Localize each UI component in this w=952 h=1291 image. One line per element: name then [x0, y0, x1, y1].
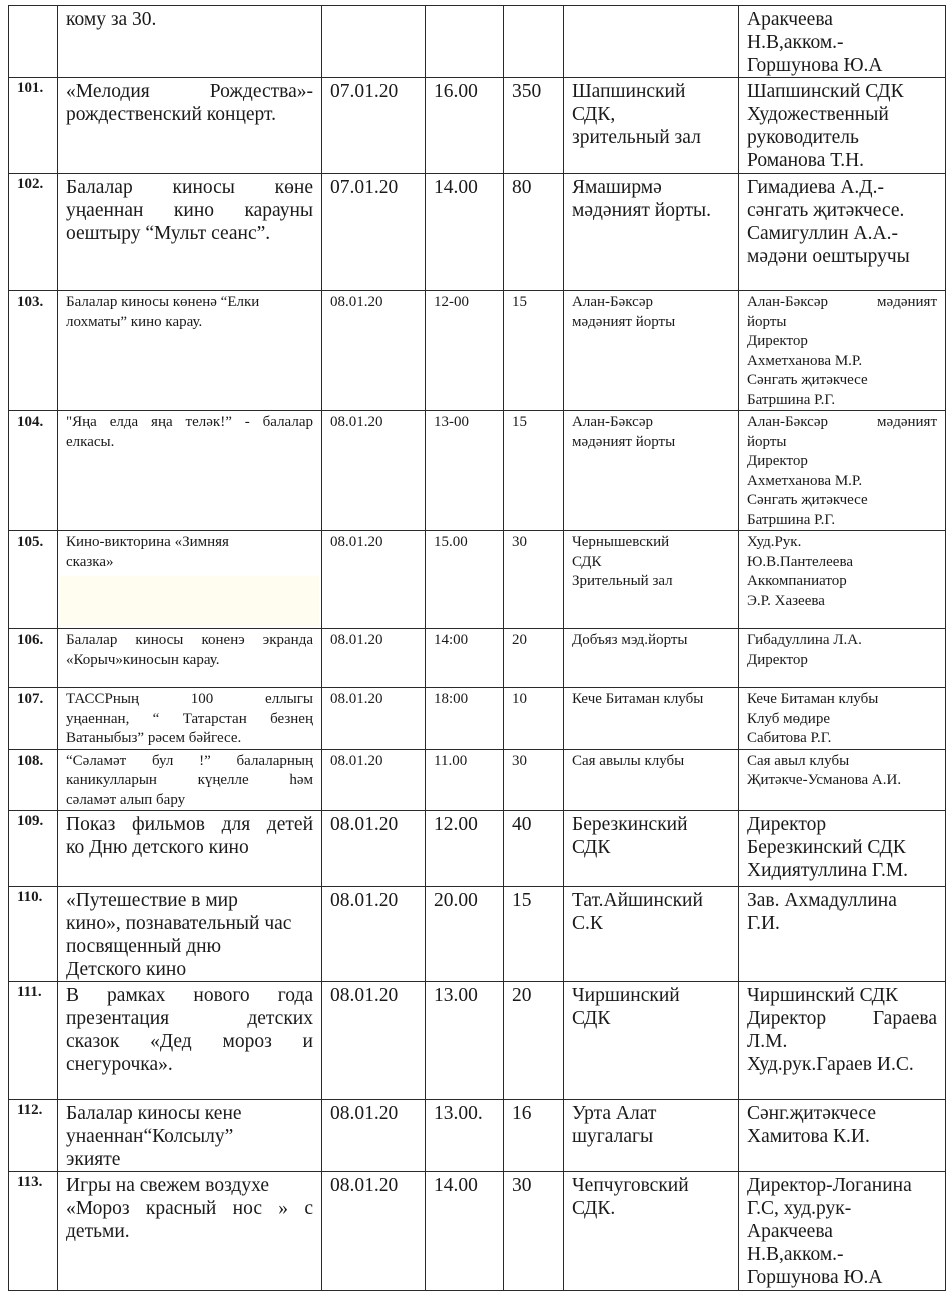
event-time-cell [426, 688, 504, 750]
attendees-count: 16 [512, 1103, 532, 1124]
responsible-cell [739, 531, 946, 629]
attendees-count: 15 [512, 414, 527, 430]
event-title-line: уңаеннан, “ Татарстан безнең [66, 710, 313, 727]
row-number-cell [9, 1172, 58, 1291]
cell-highlight [60, 576, 319, 626]
responsible-line: Алан-Бәксәр мәдәният [747, 294, 937, 310]
responsible-line: Аракчеева [747, 9, 833, 30]
event-time: 13-00 [434, 414, 469, 430]
venue-cell [564, 531, 739, 629]
venue-line: Чиршинский [572, 985, 680, 1006]
row-number: 110. [17, 889, 43, 905]
attendees-count: 20 [512, 632, 527, 648]
attendees-cell [504, 291, 564, 411]
row-number: 105. [17, 534, 44, 550]
event-time-cell [426, 174, 504, 291]
venue-line: Шапшинский [572, 81, 686, 102]
responsible-line: Сабитова Р.Г. [747, 730, 832, 746]
venue-cell [564, 1172, 739, 1291]
event-title-cell [58, 811, 322, 887]
venue-line: мәдәният йорты. [572, 200, 711, 221]
event-title-line: «Мороз красный нос » с [66, 1198, 313, 1219]
event-title-cell [58, 688, 322, 750]
responsible-line: Березкинский СДК [747, 837, 906, 858]
venue-line: Чепчуговский [572, 1175, 689, 1196]
responsible-line: йорты [747, 433, 787, 450]
event-title [66, 413, 313, 452]
event-title-line: презентация детских [66, 1008, 313, 1029]
event-time-cell [426, 749, 504, 811]
responsible-line: Директор [747, 814, 827, 835]
event-title-line: Детского кино [66, 959, 187, 980]
venue-cell [564, 982, 739, 1100]
event-title-cell [58, 531, 322, 629]
event-title-line: Ватаныбыз” рәсем бәйгесе. [66, 730, 242, 746]
event-title-line: "Яңа елда яңа теләк!” - балалар [66, 414, 313, 430]
venue-line: СДК [572, 1008, 611, 1029]
venue-cell [564, 629, 739, 688]
table-row [9, 749, 946, 811]
venue-line: СДК, [572, 104, 616, 125]
event-title-cell [58, 78, 322, 174]
event-date: 08.01.20 [330, 294, 383, 310]
responsible-cell [739, 982, 946, 1100]
event-date-cell [322, 629, 426, 688]
responsible-line: руководитель [747, 127, 859, 148]
responsible-line: Горшунова Ю.А [747, 55, 883, 76]
responsible-line: Худ.Рук. [747, 534, 802, 550]
event-time-cell [426, 6, 504, 78]
event-title-line: сәламәт алып бару [66, 791, 186, 808]
table-row [9, 629, 946, 688]
event-date-cell [322, 811, 426, 887]
venue-line: СДК [572, 553, 602, 570]
event-time: 14.00 [434, 177, 478, 198]
event-title-line: ко Дню детского кино [66, 837, 249, 858]
event-date: 07.01.20 [330, 81, 399, 102]
venue-line: Тат.Айшинский [572, 890, 703, 911]
responsible-line: Директор [747, 651, 808, 668]
event-title-cell [58, 411, 322, 531]
row-number-cell [9, 174, 58, 291]
event-title-line: «Корыч»киносын карау. [66, 651, 220, 668]
event-title-line: кино», познавательный час [66, 913, 292, 934]
responsible-cell [739, 1100, 946, 1172]
venue-line: Урта Алат [572, 1103, 657, 1124]
event-date: 07.01.20 [330, 177, 399, 198]
row-number-cell [9, 6, 58, 78]
attendees-cell [504, 531, 564, 629]
responsible-cell [739, 1172, 946, 1291]
event-date-cell [322, 1172, 426, 1291]
venue-line: СДК. [572, 1198, 616, 1219]
responsible-line: Романова Т.Н. [747, 150, 865, 171]
responsible-cell [739, 411, 946, 531]
attendees-cell [504, 1172, 564, 1291]
event-date: 08.01.20 [330, 1103, 399, 1124]
responsible-line: Зав. Ахмадуллина [747, 890, 897, 911]
venue-line: Березкинский [572, 814, 688, 835]
row-number: 112. [17, 1102, 43, 1118]
event-time-cell [426, 982, 504, 1100]
event-title-line: Кино-викторина «Зимняя [66, 534, 229, 550]
event-date: 08.01.20 [330, 414, 383, 430]
event-title-line: экияте [66, 1149, 121, 1170]
event-time: 15.00 [434, 534, 468, 550]
event-title-line: снегурочка». [66, 1054, 173, 1075]
table-row [9, 811, 946, 887]
responsible-line: сәнгать җитәкчесе. [747, 200, 905, 221]
event-title [66, 813, 313, 859]
venue-line: Чернышевский [572, 534, 670, 550]
row-number: 102. [17, 176, 44, 192]
attendees-cell [504, 688, 564, 750]
event-time-cell [426, 78, 504, 174]
table-row [9, 688, 946, 750]
responsible-cell [739, 749, 946, 811]
event-time-cell [426, 291, 504, 411]
event-title [66, 1174, 313, 1243]
venue-line: Зрительный зал [572, 573, 673, 589]
responsible-line: Ахметханова М.Р. [747, 352, 863, 369]
attendees-count: 30 [512, 1175, 532, 1196]
row-number: 108. [17, 752, 44, 769]
row-number-cell [9, 531, 58, 629]
event-date: 08.01.20 [330, 534, 383, 550]
responsible-cell [739, 174, 946, 291]
event-title-cell [58, 629, 322, 688]
table-row [9, 411, 946, 531]
event-title-cell [58, 1100, 322, 1172]
event-date: 08.01.20 [330, 752, 383, 769]
event-title [66, 8, 313, 31]
row-number-cell [9, 887, 58, 982]
event-title-cell [58, 982, 322, 1100]
responsible-line: Клуб мөдире [747, 710, 830, 727]
venue-line: Сая авылы клубы [572, 752, 685, 769]
venue-cell [564, 6, 739, 78]
responsible-line: Ахметханова М.Р. [747, 472, 863, 489]
venue-line: зрительный зал [572, 127, 701, 148]
venue-cell [564, 78, 739, 174]
event-date-cell [322, 887, 426, 982]
table-row [9, 6, 946, 78]
event-date: 08.01.20 [330, 985, 399, 1006]
event-title [66, 690, 313, 749]
responsible-cell [739, 78, 946, 174]
event-title-line: унаеннан“Колсылу” [66, 1126, 234, 1147]
responsible-cell [739, 811, 946, 887]
attendees-cell [504, 6, 564, 78]
responsible-line: Хидиятуллина Г.М. [747, 860, 909, 881]
responsible-line: Аккомпаниатор [747, 573, 847, 589]
responsible-line: йорты [747, 313, 787, 330]
event-title-line: Балалар киносы көненә “Елки [66, 294, 260, 310]
attendees-count: 30 [512, 752, 527, 769]
venue-line: Добъяз мэд.йорты [572, 632, 688, 648]
event-title [66, 752, 313, 811]
row-number-cell [9, 1100, 58, 1172]
event-title [66, 889, 313, 981]
event-time-cell [426, 411, 504, 531]
table-row [9, 1100, 946, 1172]
responsible-line: Гибадуллина Л.А. [747, 632, 862, 648]
responsible-line: Самигуллин А.А.- [747, 223, 898, 244]
event-title [66, 631, 313, 670]
attendees-cell [504, 982, 564, 1100]
responsible-line: Директор [747, 453, 808, 469]
event-time: 14.00 [434, 1175, 478, 1196]
row-number: 104. [17, 414, 44, 430]
row-number-cell [9, 291, 58, 411]
event-time-cell [426, 1100, 504, 1172]
row-number: 113. [17, 1174, 43, 1190]
event-title-line: рождественский концерт. [66, 104, 276, 125]
responsible-cell [739, 291, 946, 411]
responsible-line: Г.И. [747, 913, 780, 934]
event-time-cell [426, 811, 504, 887]
responsible-line: Г.С, худ.рук- [747, 1198, 852, 1219]
event-title-line: оештыру “Мульт сеанс”. [66, 223, 271, 244]
event-title-line: посвященный дню [66, 936, 222, 957]
attendees-count: 10 [512, 691, 527, 707]
venue-cell [564, 749, 739, 811]
event-title-line: каникулларын күңелле һәм [66, 772, 313, 788]
responsible-line: Кече Битаман клубы [747, 691, 879, 707]
row-number: 106. [17, 632, 44, 648]
venue-line: СДК [572, 837, 611, 858]
event-title [66, 533, 313, 572]
attendees-count: 80 [512, 177, 532, 198]
responsible-line: Горшунова Ю.А [747, 1267, 883, 1288]
event-time: 13.00. [434, 1103, 483, 1124]
venue-line: С.К [572, 913, 603, 934]
responsible-cell [739, 887, 946, 982]
responsible-line: Сәнгать җитәкчесе [747, 372, 868, 388]
event-title-line: В рамках нового года [66, 985, 313, 1006]
event-title-line: детьми. [66, 1221, 130, 1242]
row-number-cell [9, 811, 58, 887]
row-number-cell [9, 78, 58, 174]
attendees-count: 15 [512, 890, 532, 911]
row-number: 103. [17, 294, 44, 310]
venue-line: мәдәният йорты [572, 433, 676, 450]
event-title-line: сказка» [66, 553, 114, 570]
event-title-line: “Сәламәт бул !” балаларның [66, 752, 313, 769]
responsible-line: Ю.В.Пантелеева [747, 553, 853, 570]
venue-cell [564, 688, 739, 750]
event-title-line: Балалар киносы коненэ экранда [66, 632, 313, 648]
responsible-line: Сая авыл клубы [747, 752, 850, 769]
attendees-count: 20 [512, 985, 532, 1006]
responsible-line: Гимадиева А.Д.- [747, 177, 884, 198]
event-title-cell [58, 291, 322, 411]
venue-line: шугалагы [572, 1126, 654, 1147]
responsible-line: Директор-Логанина [747, 1175, 912, 1196]
responsible-line: Сәнгать җитәкчесе [747, 492, 868, 508]
venue-line: Алан-Бәксәр [572, 414, 653, 430]
event-time: 20.00 [434, 890, 478, 911]
event-title-cell [58, 1172, 322, 1291]
venue-cell [564, 411, 739, 531]
responsible-line: Батршина Р.Г. [747, 391, 836, 408]
event-date-cell [322, 688, 426, 750]
attendees-cell [504, 887, 564, 982]
row-number-cell [9, 629, 58, 688]
venue-cell [564, 174, 739, 291]
venue-line: Кече Битаман клубы [572, 691, 704, 707]
event-date-cell [322, 982, 426, 1100]
venue-line: мәдәният йорты [572, 313, 676, 330]
row-number-cell [9, 982, 58, 1100]
attendees-count: 350 [512, 81, 542, 102]
event-date-cell [322, 174, 426, 291]
row-number: 111. [17, 984, 42, 1000]
venue-cell [564, 811, 739, 887]
event-time: 13.00 [434, 985, 478, 1006]
responsible-line: Э.Р. Хазеева [747, 592, 825, 609]
attendees-cell [504, 411, 564, 531]
attendees-count: 40 [512, 814, 532, 835]
responsible-line: Чиршинский СДК [747, 985, 898, 1006]
responsible-cell [739, 688, 946, 750]
event-title-line: «Путешествие в мир [66, 890, 238, 911]
row-number: 109. [17, 813, 44, 829]
attendees-cell [504, 1100, 564, 1172]
event-time-cell [426, 629, 504, 688]
event-time: 12-00 [434, 294, 469, 310]
event-date: 08.01.20 [330, 632, 383, 648]
event-title-line: Балалар киносы кене [66, 1103, 242, 1124]
event-title-cell [58, 174, 322, 291]
responsible-line: Н.В,акком.- [747, 32, 844, 53]
attendees-count: 15 [512, 294, 527, 310]
event-title-cell [58, 6, 322, 78]
venue-cell [564, 291, 739, 411]
row-number-cell [9, 411, 58, 531]
responsible-line: Н.В,акком.- [747, 1244, 844, 1265]
event-title [66, 984, 313, 1076]
event-date-cell [322, 1100, 426, 1172]
responsible-line: Аракчеева [747, 1221, 833, 1242]
responsible-cell [739, 6, 946, 78]
table-row [9, 887, 946, 982]
event-title [66, 80, 313, 126]
venue-cell [564, 887, 739, 982]
responsible-line: Директор [747, 333, 808, 349]
event-time: 16.00 [434, 81, 478, 102]
attendees-cell [504, 811, 564, 887]
event-title-line: кому за 30. [66, 9, 157, 30]
event-title-line: уңаеннан кино карауны [66, 200, 313, 221]
table-body [9, 6, 946, 1291]
venue-line: Алан-Бәксәр [572, 294, 653, 310]
row-number: 107. [17, 691, 44, 707]
attendees-cell [504, 629, 564, 688]
row-number-cell [9, 749, 58, 811]
responsible-line: Сәнг.җитәкчесе [747, 1103, 877, 1124]
venue-line: Ямаширмә [572, 177, 662, 198]
table-row [9, 982, 946, 1100]
table-row [9, 78, 946, 174]
attendees-count: 30 [512, 534, 527, 550]
event-title [66, 1102, 313, 1171]
event-title-line: «Мелодия Рождества»- [66, 81, 313, 102]
event-title-line: Показ фильмов для детей [66, 814, 313, 835]
attendees-cell [504, 174, 564, 291]
event-title-line: Игры на свежем воздухе [66, 1175, 270, 1196]
event-date: 08.01.20 [330, 1175, 399, 1196]
event-title-line: Балалар киносы көне [66, 177, 313, 198]
event-time: 14:00 [434, 632, 469, 648]
event-time: 12.00 [434, 814, 478, 835]
event-time-cell [426, 531, 504, 629]
event-title [66, 176, 313, 245]
event-date-cell [322, 78, 426, 174]
event-date: 08.01.20 [330, 890, 399, 911]
responsible-cell [739, 629, 946, 688]
event-date: 08.01.20 [330, 814, 399, 835]
venue-cell [564, 1100, 739, 1172]
responsible-line: Худ.рук.Гараев И.С. [747, 1054, 914, 1075]
responsible-line: Л.М. [747, 1031, 788, 1052]
event-date-cell [322, 531, 426, 629]
responsible-line: Шапшинский СДК [747, 81, 904, 102]
event-title-cell [58, 887, 322, 982]
event-date-cell [322, 411, 426, 531]
responsible-line: Җитәкче-Усманова А.И. [747, 772, 902, 788]
responsible-line: Хамитова К.И. [747, 1126, 870, 1147]
event-schedule-table [8, 5, 946, 1291]
event-time: 18:00 [434, 691, 469, 707]
event-title [66, 293, 313, 332]
event-time: 11.00 [434, 752, 468, 769]
responsible-line: Батршина Р.Г. [747, 511, 836, 528]
responsible-line: Алан-Бәксәр мәдәният [747, 414, 937, 430]
table-row [9, 291, 946, 411]
event-date-cell [322, 749, 426, 811]
event-date: 08.01.20 [330, 691, 383, 707]
attendees-cell [504, 749, 564, 811]
responsible-line: Художественный [747, 104, 889, 125]
row-number-cell [9, 688, 58, 750]
attendees-cell [504, 78, 564, 174]
event-title-line: лохматы” кино карау. [66, 313, 203, 330]
event-date-cell [322, 291, 426, 411]
event-date-cell [322, 6, 426, 78]
responsible-line: мәдәни оештыручы [747, 246, 910, 267]
table-row [9, 174, 946, 291]
event-time-cell [426, 887, 504, 982]
event-title-line: сказок «Дед мороз и [66, 1031, 313, 1052]
responsible-line: Директор Гараева [747, 1008, 937, 1029]
event-title-line: елкасы. [66, 433, 115, 450]
event-title-line: ТАССРның 100 еллыгы [66, 691, 313, 707]
table-row [9, 531, 946, 629]
table-row [9, 1172, 946, 1291]
event-time-cell [426, 1172, 504, 1291]
event-title-cell [58, 749, 322, 811]
row-number: 101. [17, 80, 44, 96]
